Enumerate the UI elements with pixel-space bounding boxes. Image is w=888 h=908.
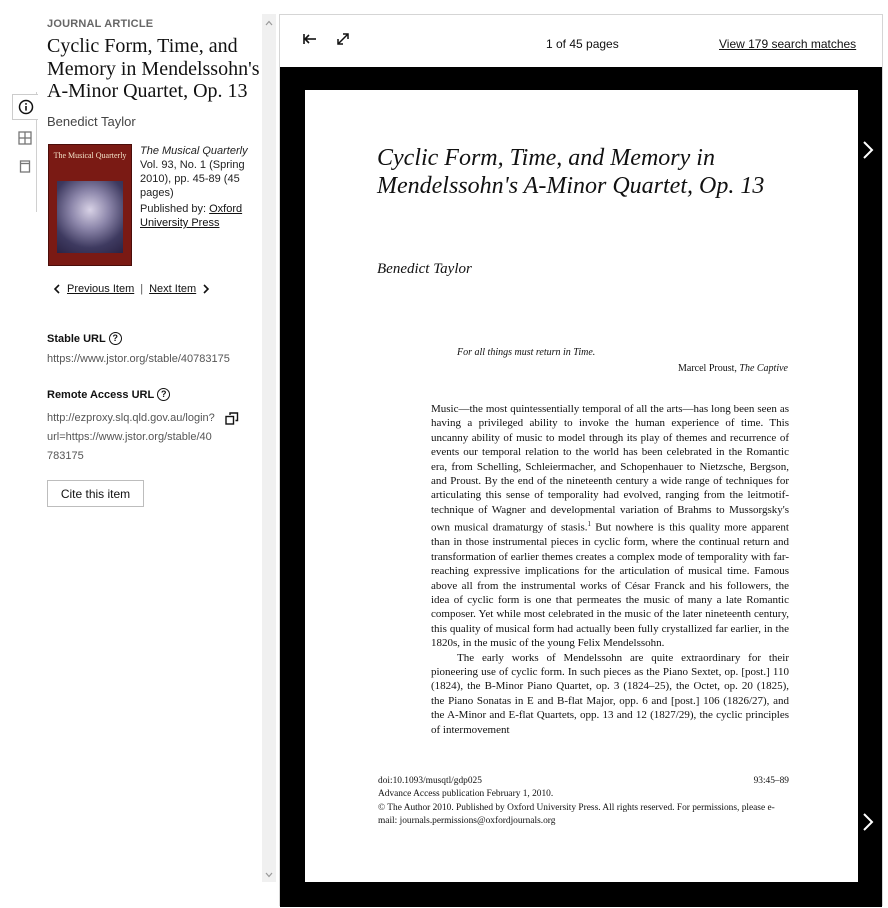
cover-title: The Musical Quarterly [53,151,127,160]
stable-url[interactable]: https://www.jstor.org/stable/40783175 [47,353,230,365]
footnote-marker: 1 [587,520,592,529]
publisher-line [140,202,258,230]
copy-icon[interactable] [225,412,239,426]
journal-info [140,144,258,230]
epigraph-source [678,363,788,374]
page-body [431,402,789,737]
cover-portrait [57,181,123,253]
previous-item-link[interactable]: Previous Item [67,283,135,295]
page-footer [378,775,789,829]
thumbnails-tab[interactable] [12,125,38,151]
epigraph: For all things must return in Time. [457,347,596,358]
next-page-icon[interactable] [862,140,874,160]
nav-separator: | [140,283,144,295]
info-icon [18,99,34,115]
next-item-link[interactable]: Next Item [149,283,197,295]
doi: doi:10.1093/musqtl/gdp025 [378,776,482,786]
remote-url-line: http://ezproxy.slq.qld.gov.au/login? [47,412,215,424]
remote-url[interactable] [47,409,215,466]
info-tab[interactable] [12,94,38,120]
journal-name: The Musical Quarterly [140,145,248,157]
page-title: Cyclic Form, Time, and Memory in Mendelssohn's A-Minor Quartet, Op. 13 [377,145,765,199]
page-counter: 1 of 45 pages [546,37,619,51]
doi-row [378,775,789,788]
cite-this-item-button[interactable]: Cite this item [47,480,144,507]
remote-url-line: url=https://www.jstor.org/stable/40 [47,431,212,443]
paragraph: The early works of Mendelssohn are quite extraordinary for their pioneering use of cyclic form. In such pieces as the Piano Sextet, op. [post.] 110 (1824), the B-Minor Piano Quartet, op. 3 (1824–25), the Octet, op. 20 (1825), the Piano Sonatas in E and B-flat Major, opp. 6 and [post.] 106 (1826/27), and the A-Minor and E-flat Quartets, opp. 13 and 12 (1827/29), the cyclic principles of intermovement [431,651,789,736]
journal-volume: Vol. 93, No. 1 (Spring 2010), pp. 45-89 (45 pages) [140,159,245,199]
journal-cover[interactable] [48,144,132,266]
document-page [305,90,858,882]
paragraph-text: But nowhere is this quality more apparent than in those instrumental pieces in cyclic form, where the continual return and transformation of earlier themes creates a complex mode of temporality with far-reaching expressive implications for the articulation of musical time. Famous above all from the instrumental works of César Franck and his followers, the idea of cyclic form is one that permeates the music of many a late Romantic composer. Yet while most celebrated in the music of the later nineteenth century, this quality of musical form had actually been fully crystallized far earlier, in the 1820s, in the music of the young Felix Mendelssohn. [431,521,789,650]
page-author: Benedict Taylor [377,261,472,277]
paragraph [431,402,789,651]
next-page-icon[interactable] [862,812,874,832]
grid-icon [17,130,33,146]
stable-url-label [47,332,122,345]
page-range: 93:45–89 [753,776,789,786]
published-by-label: Published by: [140,203,207,215]
pages-tab[interactable] [12,153,38,179]
remote-url-line: 783175 [47,450,84,462]
publisher-link[interactable]: Oxford University Press [140,203,243,229]
stable-url-label-text: Stable URL [47,332,106,345]
chevron-right-icon [202,284,210,294]
viewer-toolbar [280,15,882,67]
remote-url-label [47,388,170,401]
page-icon [17,158,33,174]
epigraph-author: Marcel Proust, [678,363,737,374]
scroll-up-icon[interactable] [265,20,273,26]
document-viewer [279,14,883,906]
help-icon[interactable]: ? [109,332,122,345]
panel-scrollbar[interactable] [262,14,276,882]
remote-url-label-text: Remote Access URL [47,388,155,401]
help-icon[interactable]: ? [157,388,170,401]
advance-access: Advance Access publication February 1, 2010. [378,789,554,800]
article-type: JOURNAL ARTICLE [47,18,154,30]
collapse-panel-icon[interactable] [302,31,318,47]
page-stage [280,67,882,907]
view-search-matches-link[interactable]: View 179 search matches [719,37,857,51]
scroll-down-icon[interactable] [265,872,273,878]
item-navigation [53,283,210,295]
chevron-left-icon [53,284,61,294]
epigraph-work: The Captive [739,363,788,374]
copyright: © The Author 2010. Published by Oxford University Press. All rights reserved. For permissions, please e-mail: journals.permissions@oxfordjournals.org [378,802,775,827]
fullscreen-icon[interactable] [335,31,351,47]
item-author: Benedict Taylor [47,114,136,129]
paragraph-text: Music—the most quintessentially temporal of all the arts—has long been seen as having a privileged ability to invoke the human experience of time. This uncanny ability of music to model through its play of themes and recurrence of events our temporal relation to the world has been celebrated in the Romantic era, from Schelling, Schleiermacher, and Schopenhauer to Nietzsche, Bergson, and Proust. By the end of the nineteenth century a wide range of techniques for articulating this sense of temporality had evolved, ranging from the leitmotif-technique of Wagner and developmental variation of Brahms to Mussorgsky's own musical dramaturgy of stasis. [431,403,789,534]
item-title: Cyclic Form, Time, and Memory in Mendelssohn's A-Minor Quartet, Op. 13 [47,35,260,102]
